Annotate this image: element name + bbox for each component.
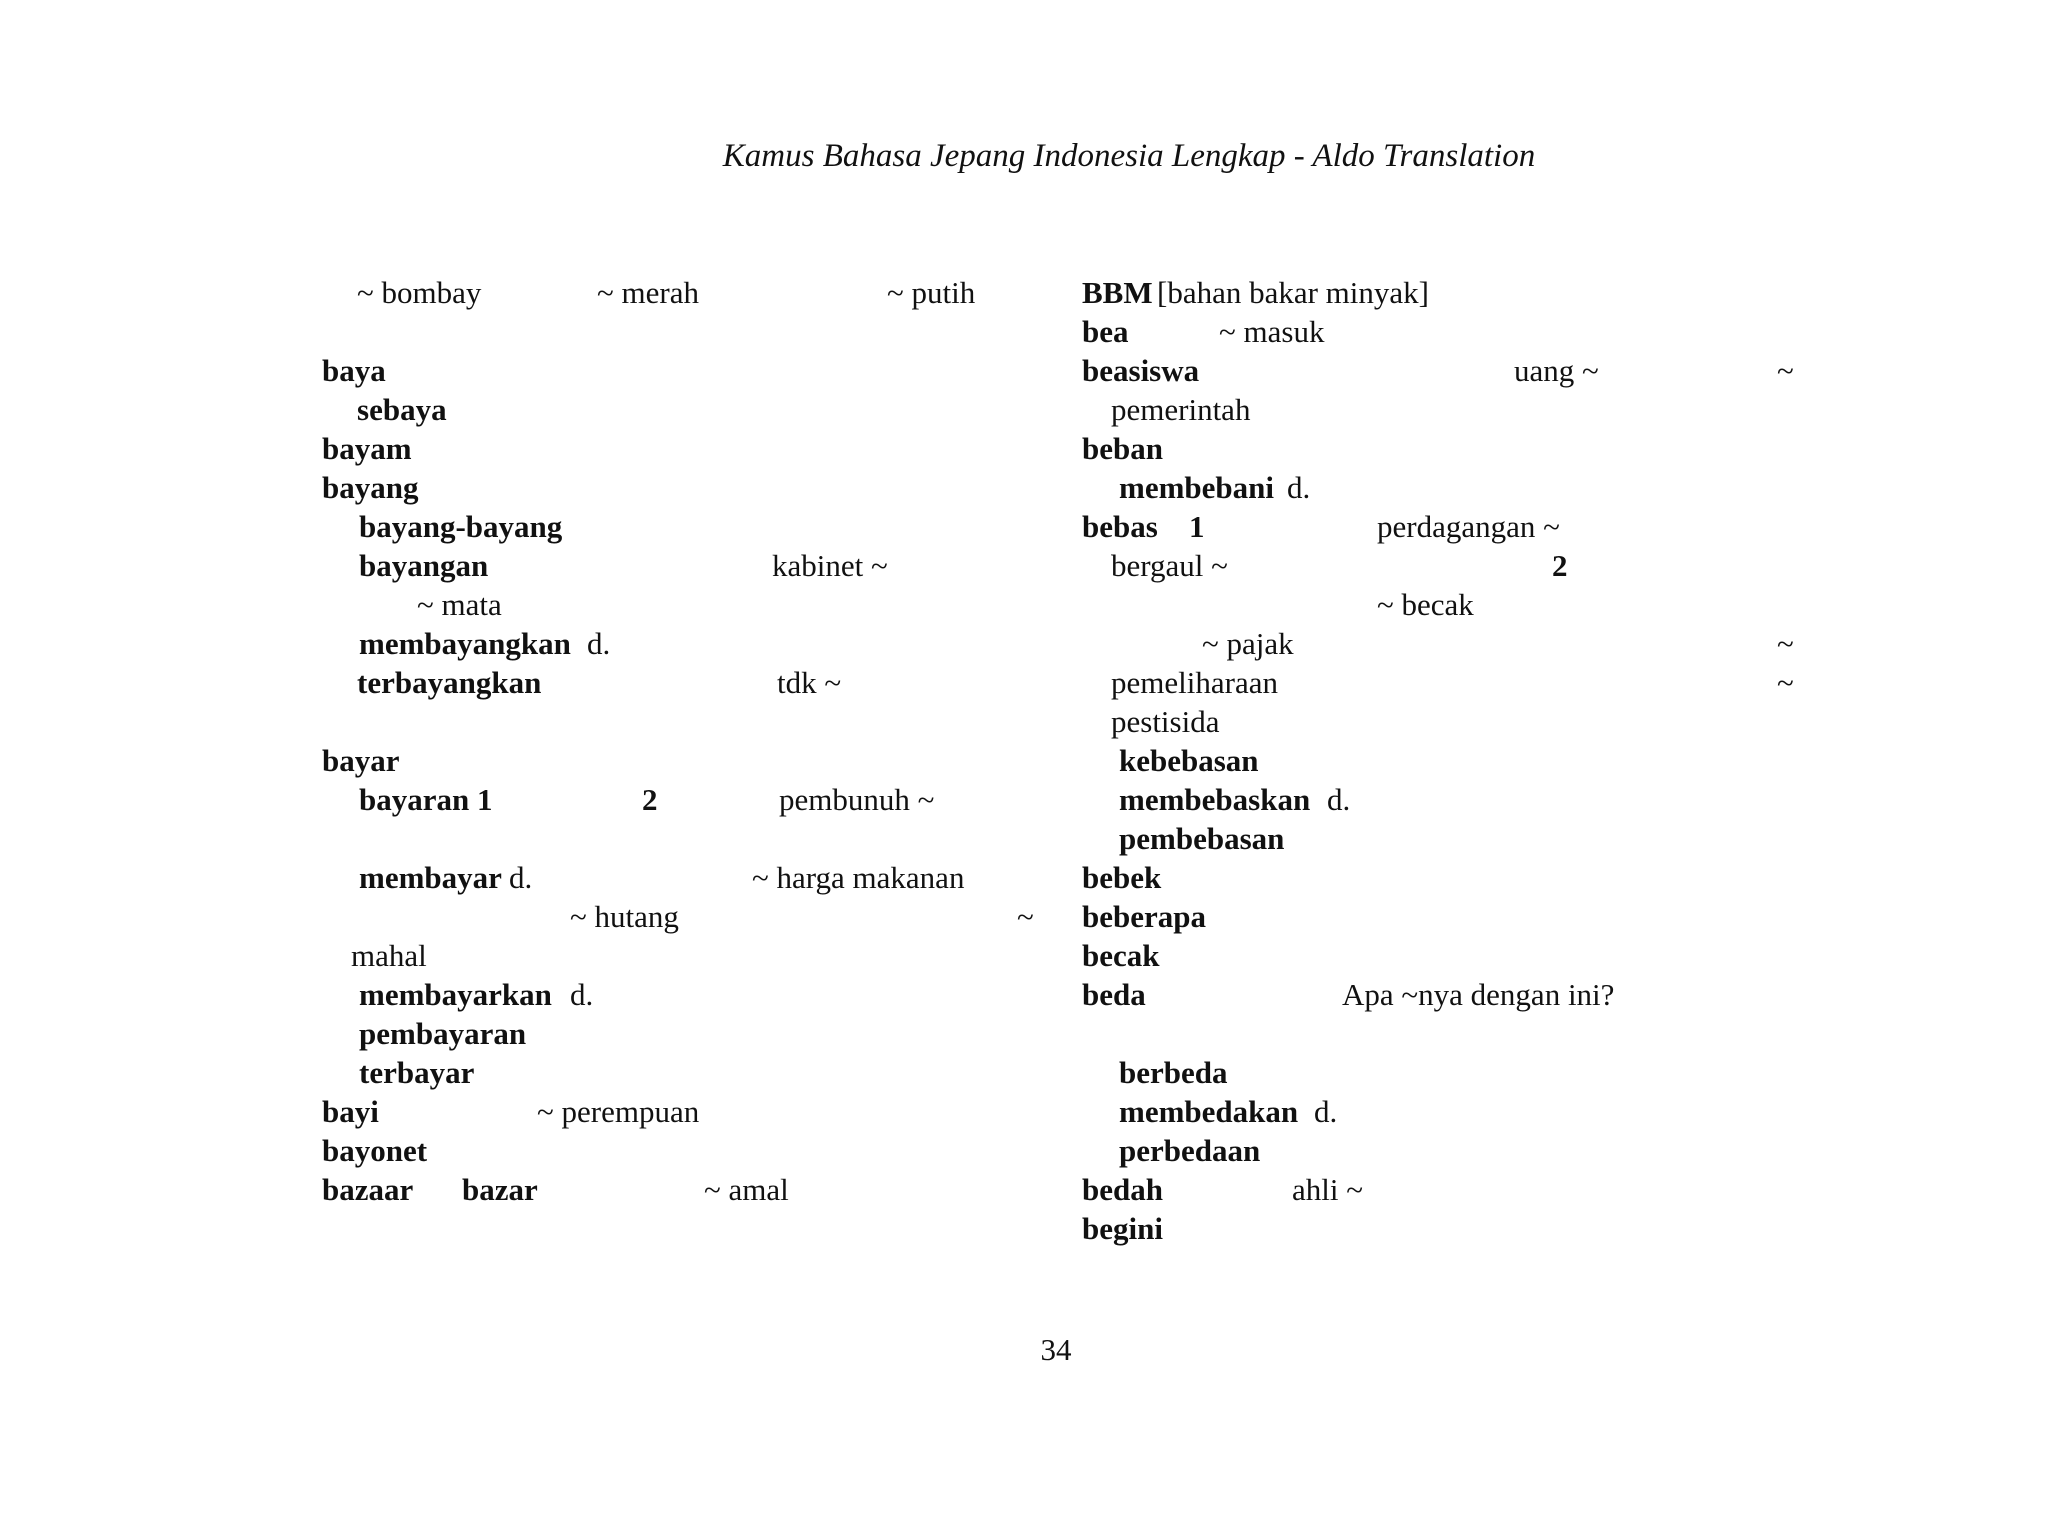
entry-headword: bedah <box>1082 1172 1163 1207</box>
entry-headword: bayaran 1 <box>359 782 493 817</box>
entry-headword: bazaar <box>322 1172 414 1207</box>
entry-headword: beda <box>1082 977 1146 1012</box>
entry-text: bergaul ~ <box>1111 548 1228 583</box>
entry-text: ~ <box>1777 353 1794 388</box>
entry-headword: BBM <box>1082 275 1153 310</box>
entry-headword: terbayangkan <box>357 665 542 700</box>
entry-headword: berbeda <box>1119 1055 1228 1090</box>
entry-headword: baya <box>322 353 386 388</box>
entry-headword: bebek <box>1082 860 1162 895</box>
entry-text: ~ putih <box>887 275 976 310</box>
entry-headword: sebaya <box>357 392 447 427</box>
entry-text: d. <box>509 860 533 895</box>
entry-text: d. <box>587 626 611 661</box>
entry-headword: membebani <box>1119 470 1274 505</box>
entry-text: ~ masuk <box>1219 314 1325 349</box>
entry-text: tdk ~ <box>777 665 842 700</box>
entry-headword: pembayaran <box>359 1016 527 1051</box>
entry-text: d. <box>570 977 594 1012</box>
entry-headword: 2 <box>1552 548 1568 583</box>
entry-headword: membayarkan <box>359 977 552 1012</box>
entry-text: d. <box>1314 1094 1338 1129</box>
entry-headword: bayang <box>322 470 419 505</box>
entry-headword: membayar <box>359 860 502 895</box>
entry-text: ~ harga makanan <box>752 860 965 895</box>
entry-headword: 1 <box>1189 509 1205 544</box>
entry-headword: membayangkan <box>359 626 571 661</box>
entry-text: ~ <box>1777 626 1794 661</box>
entry-text: pemerintah <box>1111 392 1251 427</box>
entry-headword: terbayar <box>359 1055 475 1090</box>
entry-headword: membedakan <box>1119 1094 1299 1129</box>
entry-text: Apa ~nya dengan ini? <box>1342 977 1615 1012</box>
right-column <box>1082 273 1822 1253</box>
entry-text: ~ <box>1777 665 1794 700</box>
entry-headword: bayang-bayang <box>359 509 563 544</box>
entry-headword: perbedaan <box>1119 1133 1261 1168</box>
page-number: 34 <box>1040 1332 1072 1367</box>
entry-text: ahli ~ <box>1292 1172 1364 1207</box>
entry-headword: pembebasan <box>1119 821 1285 856</box>
entry-headword: beban <box>1082 431 1163 466</box>
entry-text: ~ bombay <box>357 275 482 310</box>
entry-headword: bayam <box>322 431 412 466</box>
entry-text: pembunuh ~ <box>779 782 935 817</box>
entry-headword: bayangan <box>359 548 489 583</box>
entry-text: d. <box>1327 782 1351 817</box>
entry-headword: beasiswa <box>1082 353 1200 388</box>
entry-text: ~ <box>1017 899 1034 934</box>
entry-headword: kebebasan <box>1119 743 1259 778</box>
entry-headword: bebas <box>1082 509 1158 544</box>
entry-text: kabinet ~ <box>772 548 888 583</box>
page-header-title: Kamus Bahasa Jepang Indonesia Lengkap - Aldo Translation <box>722 138 1536 174</box>
entry-headword: begini <box>1082 1211 1163 1246</box>
entry-text: ~ becak <box>1377 587 1474 622</box>
entry-text: ~ hutang <box>570 899 679 934</box>
entry-text: ~ perempuan <box>537 1094 700 1129</box>
entry-headword: membebaskan <box>1119 782 1311 817</box>
entry-text: pestisida <box>1111 704 1220 739</box>
entry-headword: bea <box>1082 314 1129 349</box>
entry-headword: bazar <box>462 1172 538 1207</box>
entry-text: ~ amal <box>704 1172 789 1207</box>
entry-text: [bahan bakar minyak] <box>1157 275 1429 310</box>
entry-headword: becak <box>1082 938 1160 973</box>
entry-text: mahal <box>351 938 427 973</box>
entry-text: perdagangan ~ <box>1377 509 1560 544</box>
entry-text: pemeliharaan <box>1111 665 1278 700</box>
entry-headword: bayonet <box>322 1133 428 1168</box>
left-column <box>322 273 1042 1253</box>
entry-text: ~ merah <box>597 275 699 310</box>
entry-text: d. <box>1287 470 1311 505</box>
entry-headword: bayi <box>322 1094 379 1129</box>
entry-headword: 2 <box>642 782 658 817</box>
entry-text: uang ~ <box>1514 353 1599 388</box>
entry-text: ~ mata <box>417 587 502 622</box>
entry-text: ~ pajak <box>1202 626 1294 661</box>
entry-headword: beberapa <box>1082 899 1206 934</box>
entry-headword: bayar <box>322 743 400 778</box>
